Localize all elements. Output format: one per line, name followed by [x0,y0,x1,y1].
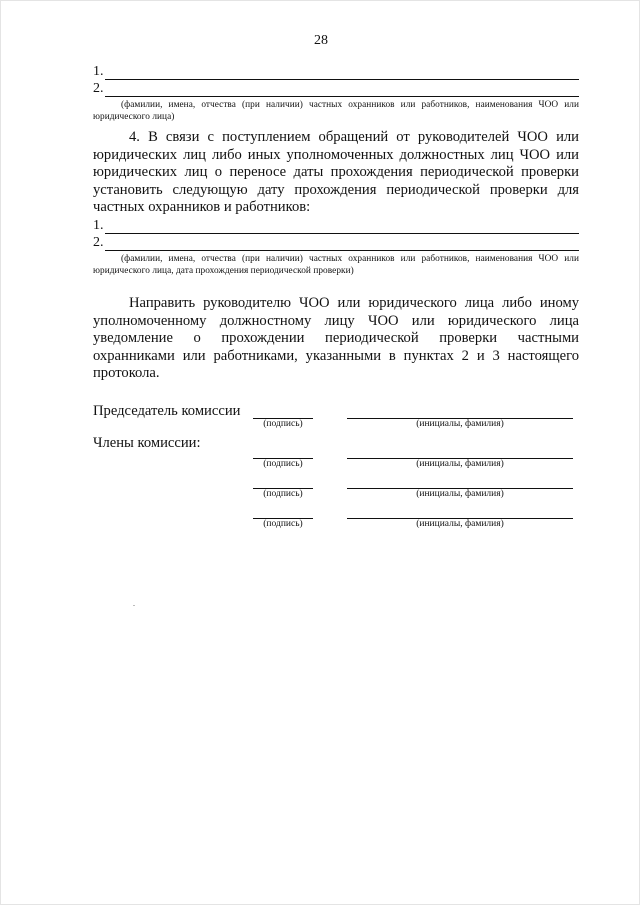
fill-line-rule [105,66,579,80]
fill-line-number: 2. [93,234,104,250]
fill-line-number: 2. [93,81,104,96]
chairman-label: Председатель комиссии [93,402,241,419]
paragraph-4: 4. В связи с поступлением обращений от руководителей ЧОО или юридических лиц либо иных уполномоченных должностных лиц ЧОО или юридических лиц о переносе даты прохождения периодической проверки установить следующую дату прохождения периодической проверки для частных охранников и работников: [93,129,579,216]
chairman-signature-caption: (подпись) [263,418,303,429]
member-1-initials-caption: (инициалы, фамилия) [416,458,504,469]
fill-line-number: 1. [93,64,104,79]
fill-line-rule [105,237,579,251]
member-1-initials-line [347,443,573,459]
member-2-initials-line [347,473,573,489]
fill-line [93,234,579,251]
fill-line-number: 1. [93,217,104,233]
paragraph-direct: Направить руководителю ЧОО или юридического лица либо иному уполномоченному должностному лицу ЧОО или юридического лица уведомление о прохождении периодической проверки частными охранниками или работниками, указанными в пунктах 2 и 3 настоящего протокола. [93,294,579,382]
fill-lines-a [93,63,579,97]
fill-lines-a-note: (фамилии, имена, отчества (при наличии) частных охранников или работников, наименования ЧОО или юридического лица) [93,100,579,122]
members-label: Члены комиссии: [93,434,201,451]
fill-line [93,217,579,234]
chairman-initials-line [347,403,573,419]
chairman-signature-line [253,403,313,419]
fill-line-rule [105,220,579,234]
member-3-initials-line [347,503,573,519]
member-1-signature-line [253,443,313,459]
member-2-signature-line [253,473,313,489]
fill-line [93,63,579,80]
document-content [93,63,579,543]
fill-line-rule [105,83,579,97]
member-3-initials-caption: (инициалы, фамилия) [416,518,504,529]
fill-line [93,80,579,97]
fill-lines-b-note: (фамилии, имена, отчества (при наличии) частных охранников или работников, наименования ЧОО или юридического лица, дата прохождения периодической проверки) [93,253,579,276]
member-3-signature-line [253,503,313,519]
page-number: 28 [314,33,328,48]
fill-lines-b [93,217,579,251]
member-3-signature-caption: (подпись) [263,518,303,529]
chairman-initials-caption: (инициалы, фамилия) [416,418,504,429]
signature-block [93,403,579,543]
scan-speck [133,605,135,606]
member-2-signature-caption: (подпись) [263,488,303,499]
member-2-initials-caption: (инициалы, фамилия) [416,488,504,499]
member-1-signature-caption: (подпись) [263,458,303,469]
